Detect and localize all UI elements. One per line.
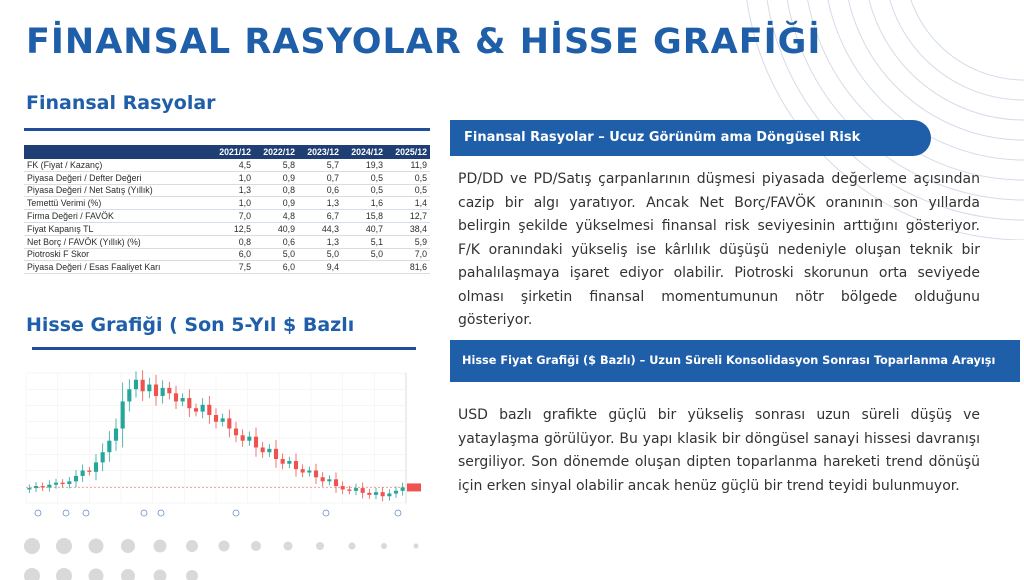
candle bbox=[394, 491, 398, 494]
table-cell: 0,9 bbox=[254, 197, 298, 210]
stock-price-chart bbox=[22, 365, 430, 525]
table-cell: 7,0 bbox=[386, 248, 430, 261]
last-price-marker bbox=[407, 483, 421, 491]
event-marker bbox=[83, 510, 89, 516]
table-cell: 0,8 bbox=[210, 235, 254, 248]
column-header: 2021/12 bbox=[210, 145, 254, 159]
table-cell: 9,4 bbox=[298, 261, 342, 274]
table-cell: 6,7 bbox=[298, 210, 342, 223]
candle bbox=[194, 408, 198, 411]
table-cell bbox=[342, 261, 386, 274]
row-label: Fiyat Kapanış TL bbox=[24, 222, 210, 235]
table-row bbox=[24, 210, 430, 223]
candle bbox=[187, 398, 191, 408]
table-cell: 1,3 bbox=[298, 235, 342, 248]
candle bbox=[341, 486, 345, 489]
row-label: Firma Değeri / FAVÖK bbox=[24, 210, 210, 223]
candle bbox=[261, 447, 265, 452]
candle bbox=[334, 479, 338, 486]
row-label: Piyasa Değeri / Net Satış (Yıllık) bbox=[24, 184, 210, 197]
table-cell: 5,0 bbox=[254, 248, 298, 261]
event-marker bbox=[158, 510, 164, 516]
table-row bbox=[24, 197, 430, 210]
table-cell: 38,4 bbox=[386, 222, 430, 235]
table-row bbox=[24, 235, 430, 248]
candle bbox=[361, 488, 365, 493]
candle bbox=[321, 477, 325, 481]
column-header: 2025/12 bbox=[386, 145, 430, 159]
table-cell: 5,9 bbox=[386, 235, 430, 248]
candle bbox=[254, 437, 258, 448]
decorative-dots bbox=[22, 538, 442, 580]
ratios-analysis-text: PD/DD ve PD/Satış çarpanlarının düşmesi piyasada değerleme açısından cazip bir algı yaratıyor. Ancak Net Borç/FAVÖK oranının son yıllarda belirgin şekilde yükselmesi finansal risk seviyesinin arttığını gösteriyor. F/K oranındaki yükseliş ise kârlılık düşüşü nedeniyle oluşan teknik bir pahalılaşmaya işaret ediyor olabilir. Piotroski skorunun orta seviyede olması şirketin finansal momentumunun nötr bölgede olduğunu gösteriyor. bbox=[458, 171, 980, 328]
candle bbox=[314, 471, 318, 478]
row-label: Piotroski F Skor bbox=[24, 248, 210, 261]
table-cell: 7,0 bbox=[210, 210, 254, 223]
candle bbox=[347, 489, 351, 490]
candle bbox=[54, 483, 58, 485]
table-cell: 12,7 bbox=[386, 210, 430, 223]
table-cell: 0,6 bbox=[298, 184, 342, 197]
table-cell: 0,6 bbox=[254, 235, 298, 248]
table-cell: 6,0 bbox=[254, 261, 298, 274]
row-label: Net Borç / FAVÖK (Yıllık) (%) bbox=[24, 235, 210, 248]
table-cell: 11,9 bbox=[386, 159, 430, 171]
candle bbox=[354, 488, 358, 491]
ratios-table bbox=[24, 145, 430, 274]
table-cell: 5,8 bbox=[254, 159, 298, 171]
candle bbox=[367, 493, 371, 495]
candle bbox=[74, 476, 78, 481]
table-cell: 40,9 bbox=[254, 222, 298, 235]
table-row bbox=[24, 159, 430, 171]
candle bbox=[307, 471, 311, 473]
candle bbox=[227, 418, 231, 428]
candle bbox=[147, 385, 151, 392]
event-marker bbox=[233, 510, 239, 516]
candle bbox=[214, 415, 218, 422]
candle bbox=[267, 449, 271, 452]
table-cell: 40,7 bbox=[342, 222, 386, 235]
page-title: FİNANSAL RASYOLAR & HİSSE GRAFİĞİ bbox=[26, 22, 822, 62]
table-cell: 0,5 bbox=[386, 171, 430, 184]
candle bbox=[247, 437, 251, 441]
table-cell: 15,8 bbox=[342, 210, 386, 223]
candle bbox=[221, 418, 225, 421]
table-cell: 1,6 bbox=[342, 197, 386, 210]
candle bbox=[207, 405, 211, 415]
candle bbox=[34, 486, 38, 488]
table-cell: 4,5 bbox=[210, 159, 254, 171]
table-cell: 1,0 bbox=[210, 171, 254, 184]
table-cell: 5,7 bbox=[298, 159, 342, 171]
candle bbox=[121, 401, 125, 428]
candle bbox=[401, 487, 405, 490]
candle bbox=[47, 485, 51, 488]
candle bbox=[201, 405, 205, 412]
table-cell: 81,6 bbox=[386, 261, 430, 274]
candle bbox=[167, 388, 171, 393]
table-cell: 0,5 bbox=[342, 171, 386, 184]
candle bbox=[101, 452, 105, 462]
table-cell: 5,0 bbox=[342, 248, 386, 261]
candle bbox=[161, 388, 165, 396]
table-cell: 0,5 bbox=[342, 184, 386, 197]
table-cell: 1,3 bbox=[210, 184, 254, 197]
chart-analysis-heading: Hisse Fiyat Grafiği ($ Bazlı) – Uzun Süreli Konsolidasyon Sonrası Toparlanma Arayışı bbox=[450, 340, 1020, 382]
table-cell: 7,5 bbox=[210, 261, 254, 274]
candle bbox=[127, 389, 131, 401]
ratios-divider bbox=[24, 128, 430, 131]
event-marker bbox=[63, 510, 69, 516]
table-header-row bbox=[24, 145, 430, 159]
candle bbox=[181, 398, 185, 401]
candle bbox=[274, 449, 278, 459]
candle bbox=[67, 481, 71, 484]
table-cell: 1,3 bbox=[298, 197, 342, 210]
row-label: Temettü Verimi (%) bbox=[24, 197, 210, 210]
column-header: 2022/12 bbox=[254, 145, 298, 159]
table-cell: 5,0 bbox=[298, 248, 342, 261]
column-header bbox=[24, 145, 210, 159]
candle bbox=[81, 471, 85, 476]
table-cell: 0,7 bbox=[298, 171, 342, 184]
table-cell: 4,8 bbox=[254, 210, 298, 223]
candle bbox=[234, 429, 238, 436]
candle bbox=[374, 492, 378, 495]
candle bbox=[94, 462, 98, 471]
table-cell: 5,1 bbox=[342, 235, 386, 248]
table-cell: 0,9 bbox=[254, 171, 298, 184]
event-marker bbox=[323, 510, 329, 516]
candle bbox=[87, 471, 91, 472]
candle bbox=[287, 461, 291, 464]
table-cell: 0,8 bbox=[254, 184, 298, 197]
candle bbox=[134, 380, 138, 389]
table-cell: 6,0 bbox=[210, 248, 254, 261]
candle bbox=[114, 429, 118, 441]
table-row bbox=[24, 171, 430, 184]
candle bbox=[294, 461, 298, 469]
row-label: Piyasa Değeri / Esas Faaliyet Karı bbox=[24, 261, 210, 274]
candle bbox=[281, 459, 285, 464]
candle bbox=[327, 479, 331, 481]
event-marker bbox=[395, 510, 401, 516]
candle bbox=[141, 380, 145, 392]
table-cell: 44,3 bbox=[298, 222, 342, 235]
candle bbox=[387, 494, 391, 497]
candle bbox=[381, 492, 385, 496]
candle bbox=[241, 435, 245, 440]
table-cell: 0,5 bbox=[386, 184, 430, 197]
row-label: Piyasa Değeri / Defter Değeri bbox=[24, 171, 210, 184]
column-header: 2024/12 bbox=[342, 145, 386, 159]
table-row bbox=[24, 248, 430, 261]
event-marker bbox=[35, 510, 41, 516]
candle bbox=[154, 385, 158, 397]
table-row bbox=[24, 261, 430, 274]
event-marker bbox=[141, 510, 147, 516]
table-cell: 12,5 bbox=[210, 222, 254, 235]
table-row bbox=[24, 222, 430, 235]
table-cell: 1,4 bbox=[386, 197, 430, 210]
ratios-analysis-heading: Finansal Rasyolar – Ucuz Görünüm ama Döngüsel Risk bbox=[450, 120, 931, 156]
candle bbox=[301, 469, 305, 472]
table-cell: 19,3 bbox=[342, 159, 386, 171]
column-header: 2023/12 bbox=[298, 145, 342, 159]
table-row bbox=[24, 184, 430, 197]
chart-analysis-text: USD bazlı grafikte güçlü bir yükseliş sonrası uzun süreli düşüş ve yataylaşma görülüyor. Bu yapı klasik bir döngüsel sanayi hissesi davranışı sergiliyor. Son dönemde oluşan dipten toparlanma hareketi trend dönüşü için erken sinyal olabilir ancak henüz güçlü bir trend teyidi bulunmuyor. bbox=[458, 407, 980, 494]
candle bbox=[61, 483, 65, 484]
chart-section-title: Hisse Grafiği ( Son 5-Yıl $ Bazlı bbox=[26, 314, 355, 336]
row-label: FK (Fiyat / Kazanç) bbox=[24, 159, 210, 171]
candle bbox=[174, 393, 178, 401]
table-cell: 1,0 bbox=[210, 197, 254, 210]
candle bbox=[107, 441, 111, 453]
chart-divider bbox=[32, 347, 416, 350]
candle bbox=[27, 488, 31, 489]
ratios-section-title: Finansal Rasyolar bbox=[26, 92, 216, 114]
